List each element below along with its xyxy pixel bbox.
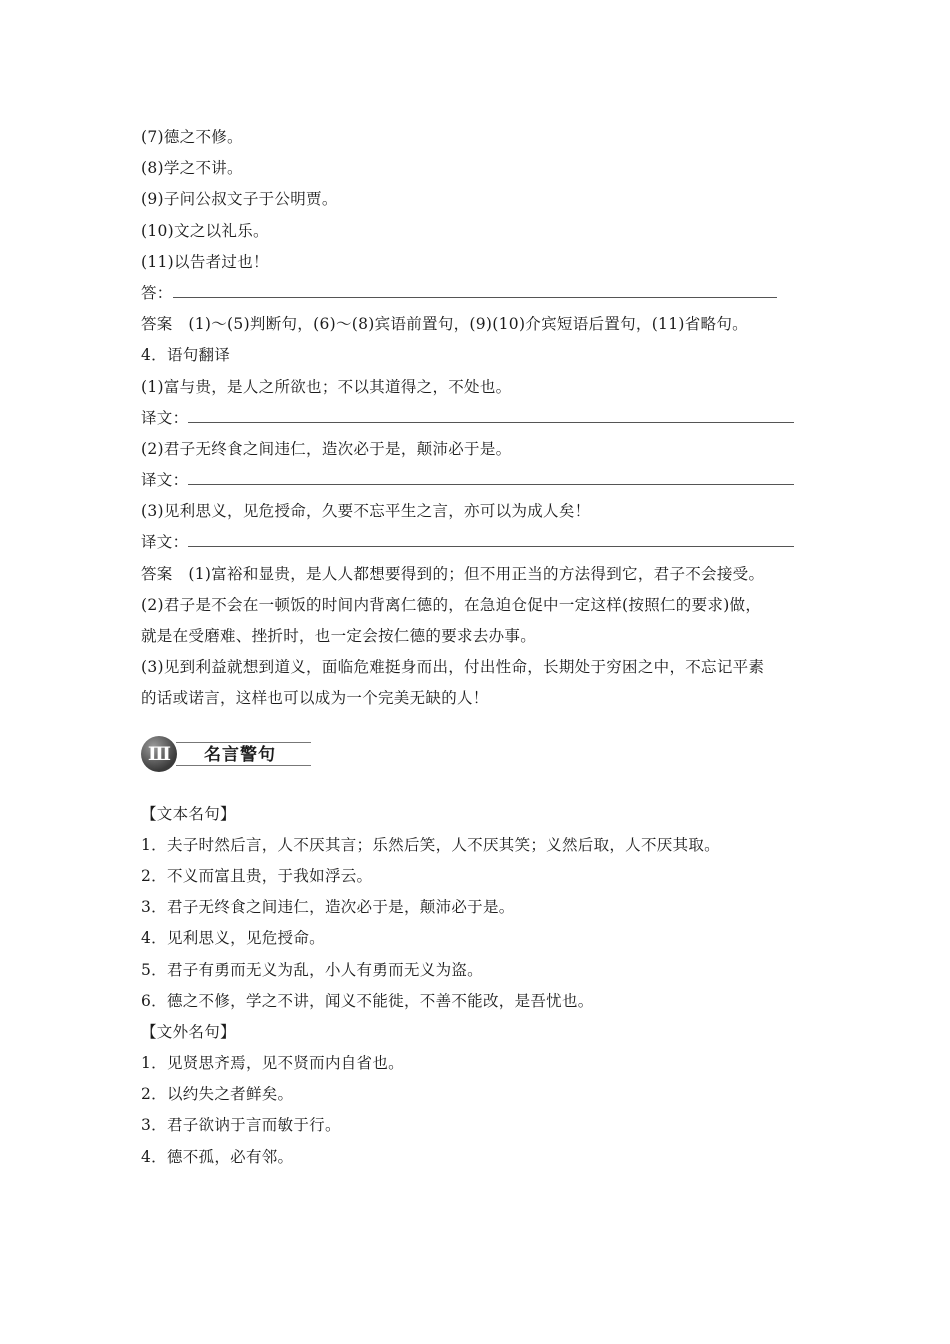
translation-blank-line [141, 465, 821, 496]
translation-label: 译文： [141, 408, 189, 427]
translation-blank[interactable] [188, 466, 794, 485]
answer-text: 答案 (1)～(5)判断句，(6)～(8)宾语前置句，(9)(10)介宾短语后置句，(11)省略句。 [141, 315, 748, 334]
answer-blank[interactable] [173, 279, 777, 298]
translation-blank-line [141, 403, 821, 434]
exercise-line: (10)文之以礼乐。 [141, 221, 269, 240]
translation-answer-line: 就是在受磨难、挫折时，也一定会按仁德的要求去办事。 [141, 627, 537, 645]
answer-label: 答： [141, 283, 173, 302]
translation-answer-line: (2)君子是不会在一顿饭的时间内背离仁德的，在急迫仓促中一定这样(按照仁的要求)做， [141, 595, 762, 614]
translation-heading: 4．语句翻译 [141, 346, 231, 365]
translation-label: 译文： [141, 471, 189, 490]
translation-blank[interactable] [188, 528, 794, 547]
quote-item: 1．夫子时然后言，人不厌其言；乐然后笑，人不厌其笑；义然后取，人不厌其取。 [141, 835, 720, 854]
translation-blank-line [141, 527, 821, 558]
section-title: 名言警句 [176, 742, 311, 766]
quotes-inner-label: 【文本名句】 [141, 804, 236, 823]
translation-sentence: (1)富与贵，是人之所欲也；不以其道得之，不处也。 [141, 377, 512, 396]
translation-sentence: (3)见利思义，见危授命，久要不忘平生之言，亦可以为成人矣！ [141, 502, 591, 521]
section-numeral-badge: Ⅲ [141, 736, 177, 772]
translation-answer-line: 答案 (1)富裕和显贵，是人人都想要得到的；但不用正当的方法得到它，君子不会接受。 [141, 564, 765, 583]
section-header [141, 725, 821, 787]
exercise-line: (11)以告者过也！ [141, 252, 269, 271]
translation-sentence: (2)君子无终食之间违仁，造次必于是，颠沛必于是。 [141, 439, 512, 458]
answer-blank-line [141, 278, 821, 309]
quote-item: 2．不义而富且贵，于我如浮云。 [141, 866, 373, 885]
quote-item: 2．以约失之者鲜矣。 [141, 1085, 294, 1104]
translation-label: 译文： [141, 533, 189, 552]
exercise-line: (8)学之不讲。 [141, 159, 243, 178]
quote-item: 3．君子欲讷于言而敏于行。 [141, 1116, 341, 1135]
quote-item: 6．德之不修，学之不讲，闻义不能徙，不善不能改，是吾忧也。 [141, 991, 594, 1010]
document-page [141, 122, 821, 1173]
translation-answer-line: 的话或诺言，这样也可以成为一个完美无缺的人！ [141, 689, 489, 708]
exercise-line: (9)子问公叔文子于公明贾。 [141, 190, 338, 209]
translation-answer-line: (3)见到利益就想到道义，面临危难挺身而出，付出性命，长期处于穷困之中，不忘记平素 [141, 658, 765, 677]
quote-item: 5．君子有勇而无义为乱，小人有勇而无义为盗。 [141, 960, 483, 979]
quote-item: 1．见贤思齐焉，见不贤而内自省也。 [141, 1054, 404, 1073]
quote-item: 4．德不孤，必有邻。 [141, 1147, 294, 1166]
quote-item: 4．见利思义，见危授命。 [141, 929, 325, 948]
quotes-outer-label: 【文外名句】 [141, 1022, 236, 1041]
translation-blank[interactable] [188, 404, 794, 423]
exercise-line: (7)德之不修。 [141, 128, 243, 146]
quote-item: 3．君子无终食之间违仁，造次必于是，颠沛必于是。 [141, 898, 515, 917]
